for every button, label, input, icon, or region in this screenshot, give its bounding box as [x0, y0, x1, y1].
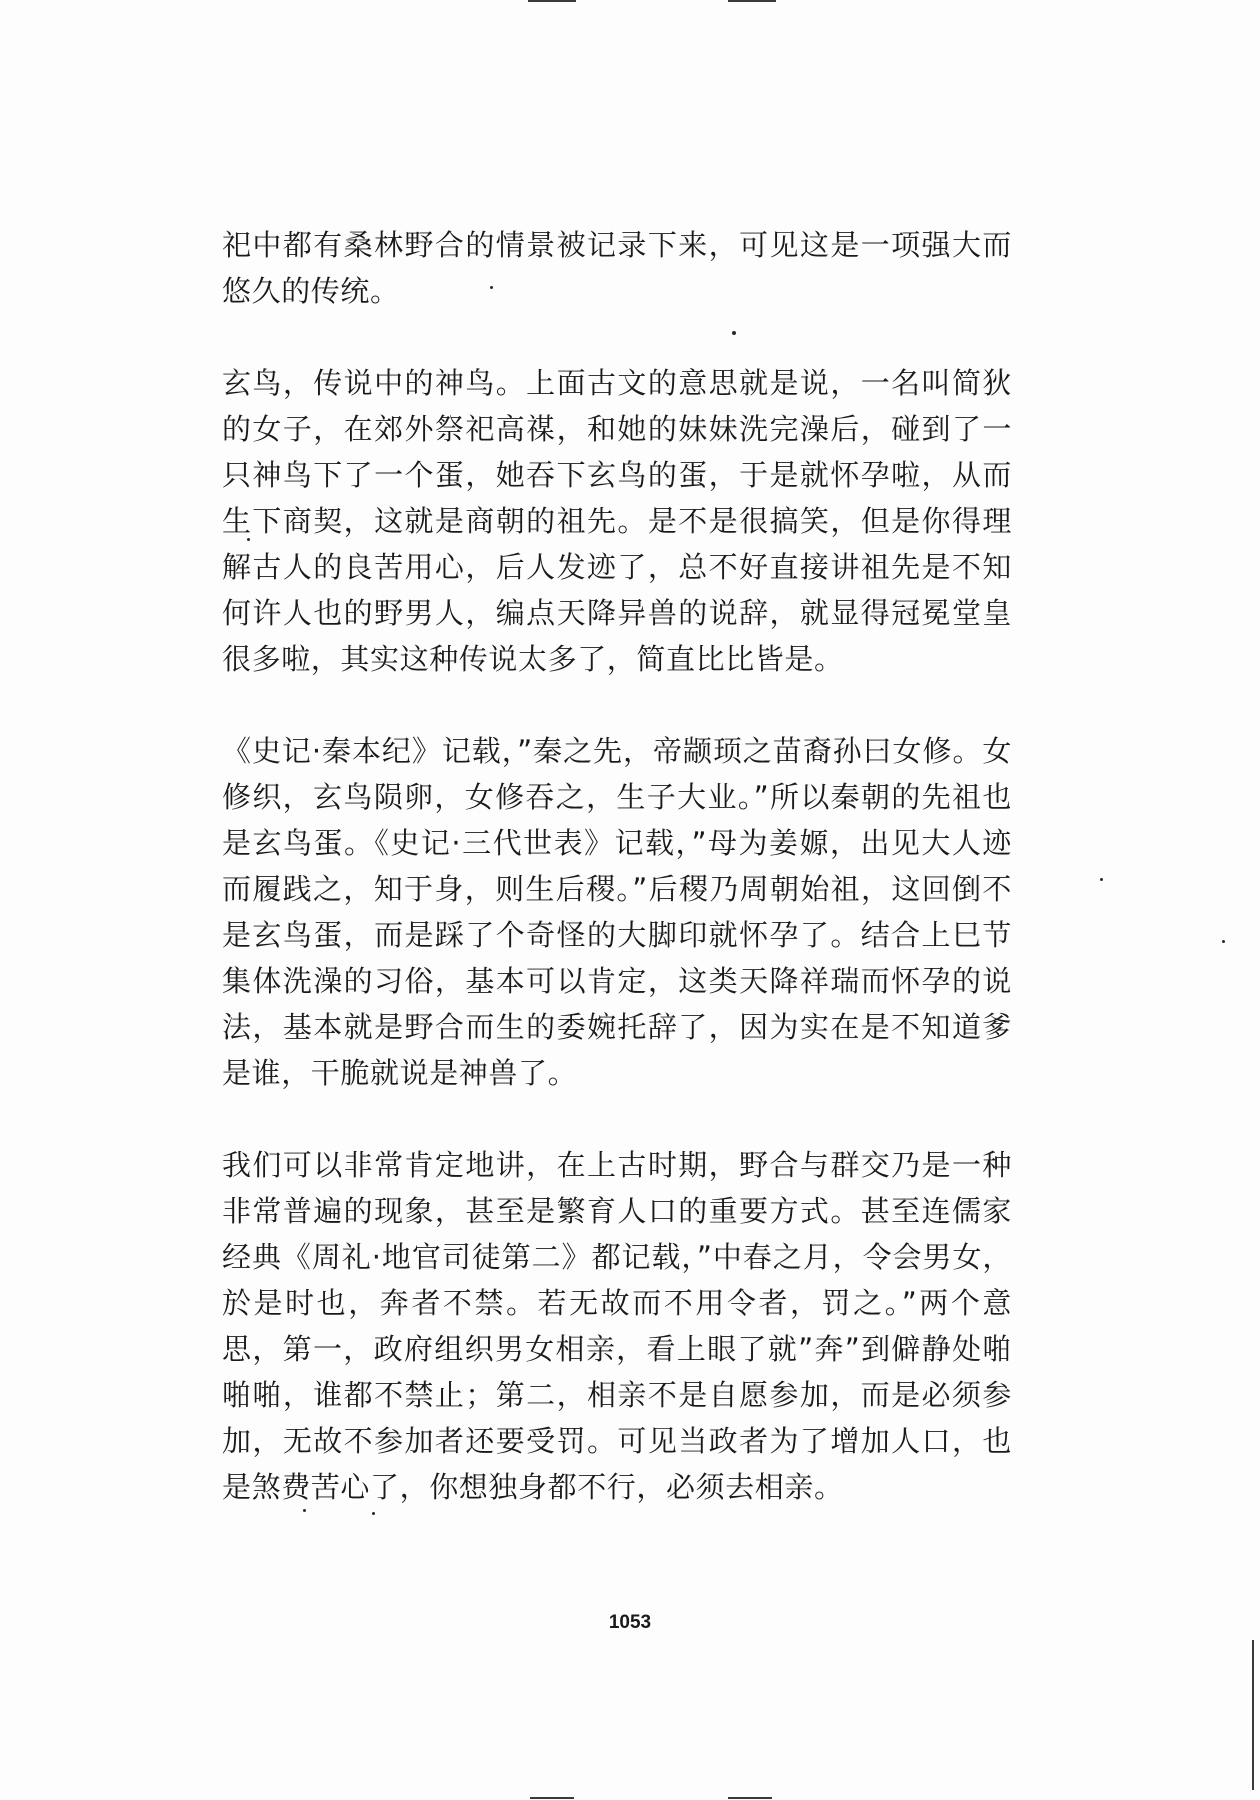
scan-edge-mark: [528, 0, 576, 2]
page-number: 1053: [608, 1612, 652, 1633]
scan-speck: [1222, 940, 1225, 943]
scan-speck: [1100, 878, 1103, 881]
scan-edge-mark: [530, 1797, 574, 1799]
scan-speck: [732, 331, 736, 335]
paragraph-1: 祀中都有桑林野合的情景被记录下来，可见这是一项强大而悠久的传统。: [222, 228, 1012, 308]
scan-edge-mark: [1252, 1640, 1254, 1790]
paragraph-2: 玄鸟，传说中的神鸟。上面古文的意思就是说，一名叫简狄的女子，在郊外祭祀高禖，和她的妹妹洗完澡后，碰到了一只神鸟下了一个蛋，她吞下玄鸟的蛋，于是就怀孕啦，从而生下商契，这就是商朝的祖先。是不是很搞笑，但是你得理解古人的良苦用心，后人发迹了，总不好直接讲祖先是不知何许人也的野男人，编点天降异兽的说辞，就显得冠冕堂皇很多啦，其实这种传说太多了，简直比比皆是。: [222, 366, 1012, 676]
paragraph-4: 我们可以非常肯定地讲，在上古时期，野合与群交乃是一种非常普遍的现象，甚至是繁育人口的重要方式。甚至连儒家经典《周礼·地官司徒第二》都记载，”中春之月，令会男女，於是时也，奔者不禁。若无故而不用令者，罚之。”两个意思，第一，政府组织男女相亲，看上眼了就”奔”到僻静处啪啪啪，谁都不禁止；第二，相亲不是自愿参加，而是必须参加，无故不参加者还要受罚。可见当政者为了增加人口，也是煞费苦心了，你想独身都不行，必须去相亲。: [222, 1148, 1012, 1504]
scan-speck: [372, 1512, 375, 1515]
scan-speck: [247, 538, 250, 541]
body-text: [222, 222, 1012, 1510]
paragraph-3: 《史记·秦本纪》记载，”秦之先，帝颛顼之苗裔孙曰女修。女修织，玄鸟陨卵，女修吞之，生子大业。”所以秦朝的先祖也是玄鸟蛋。《史记·三代世表》记载，”母为姜嫄，出见大人迹而履践之，知于身，则生后稷。”后稷乃周朝始祖，这回倒不是玄鸟蛋，而是踩了个奇怪的大脚印就怀孕了。结合上巳节集体洗澡的习俗，基本可以肯定，这类天降祥瑞而怀孕的说法，基本就是野合而生的委婉托辞了，因为实在是不知道爹是谁，干脆就说是神兽了。: [222, 734, 1012, 1090]
scan-edge-mark: [728, 0, 776, 2]
scan-speck: [303, 1509, 306, 1512]
scan-speck: [490, 286, 493, 289]
scan-edge-mark: [728, 1797, 772, 1799]
